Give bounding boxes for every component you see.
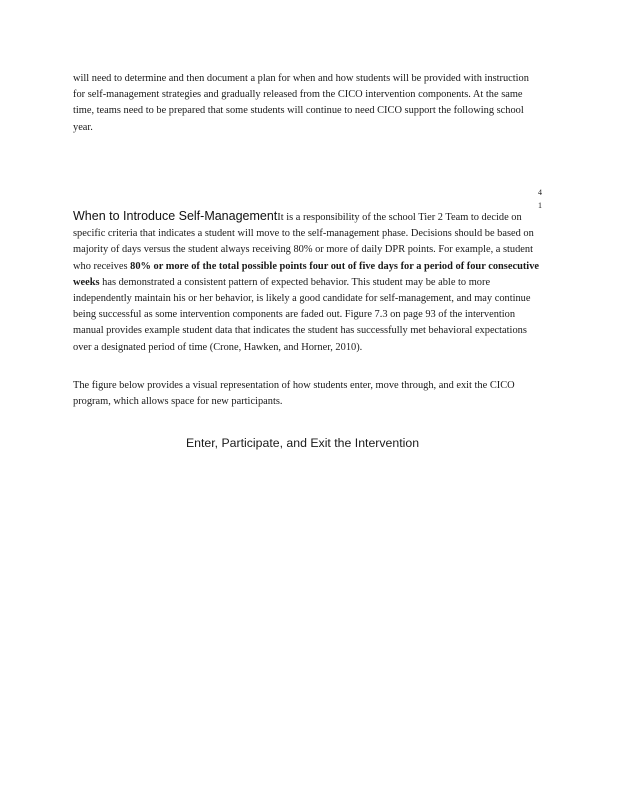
intro-paragraph: will need to determine and then document a plan for when and how students will be provided with instruction for self-management strategies and gradually released from the CICO intervention components. At the same time, teams need to be prepared that some students will continue to need CICO support the following school year.	[73, 73, 529, 133]
figure-intro-paragraph: The figure below provides a visual representation of how students enter, move through, and exit the CICO program, which allows space for new participants.	[73, 380, 515, 408]
figure-title: Enter, Participate, and Exit the Intervention	[185, 436, 420, 450]
criteria-text-b: has demonstrated a consistent pattern of expected behavior. This student may be able to more independently maintain his or her behavior, is likely a good candidate for self-management, and may continue being successful as some intervention components are faded out. Figure 7.3 on page 93 of the intervention manual provides example student data that indicates the student has successfully met behavioral expectations over a designated period of time (Crone, Hawken, and Horner, 2010).	[73, 276, 531, 353]
criteria-bold-text: 80% or more of the total possible points four out of five days for a period of four consecutive weeks	[73, 260, 539, 288]
section-heading: When to Introduce Self-Management	[73, 209, 278, 223]
criteria-text-a: It is a responsibility of the school Tier 2 Team to decide on specific criteria that indicates a student will move to the self-management phase. Decisions should be based on majority of days versus the student always receiving 80% or more of daily DPR points. For example, a student who receives	[73, 212, 534, 272]
page-number-line-2: 1	[538, 200, 542, 210]
criteria-paragraph	[73, 208, 543, 356]
page-number-line-1: 4	[538, 188, 542, 197]
